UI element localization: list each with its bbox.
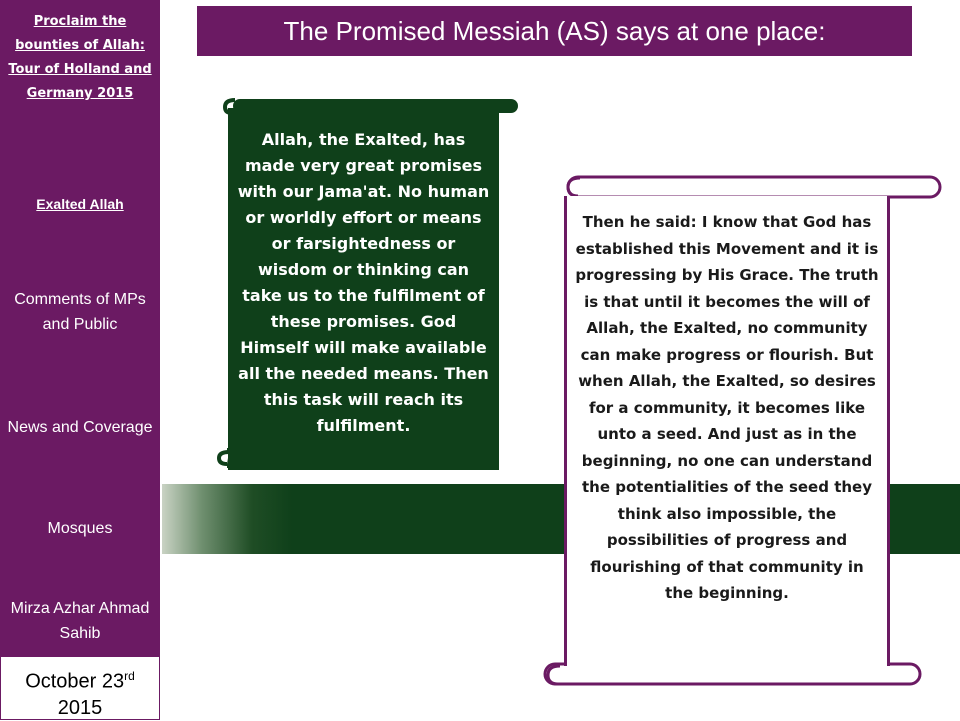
date-main: October 23 xyxy=(25,670,125,693)
quote-left-text: Allah, the Exalted, has made very great promises with our Jama'at. No human or worldly effort or means or farsightedness or wisdom or thinking can take us to the fulfilment of these promises. God Himself will make available all the needed means. Then this task will reach its fulfilment. xyxy=(228,108,499,470)
quote-right-text: Then he said: I know that God has established this Movement and it is progressing by His Grace. The truth is that until it becomes the will of Allah, the Exalted, no community can make progress or flourish. But when Allah, the Exalted, so desires for a community, it becomes like unto a seed. And just as in the beginning, no one can understand the potentialities of the seed they think also impossible, the possibilities of progress and flourishing of that community in the beginning. xyxy=(564,196,890,666)
sidebar-item-comments[interactable]: Comments of MPs and Public xyxy=(14,291,146,333)
sidebar-item-mirza-azhar[interactable]: Mirza Azhar Ahmad Sahib xyxy=(10,600,150,642)
page-title: The Promised Messiah (AS) says at one place: xyxy=(197,6,912,56)
date-suffix: rd xyxy=(124,669,135,683)
quote-scroll-left xyxy=(215,96,525,472)
date-year: 2015 xyxy=(57,696,103,719)
sidebar-item-news[interactable]: News and Coverage xyxy=(7,419,153,436)
quote-scroll-right xyxy=(540,174,950,694)
sidebar xyxy=(0,0,160,656)
sidebar-title-link[interactable]: Proclaim the bounties of Allah: Tour of Holland and Germany 2015 xyxy=(8,14,152,101)
date-box xyxy=(0,656,160,720)
sidebar-item-exalted-allah[interactable]: Exalted Allah xyxy=(36,196,124,212)
sidebar-item-mosques[interactable]: Mosques xyxy=(47,520,113,537)
